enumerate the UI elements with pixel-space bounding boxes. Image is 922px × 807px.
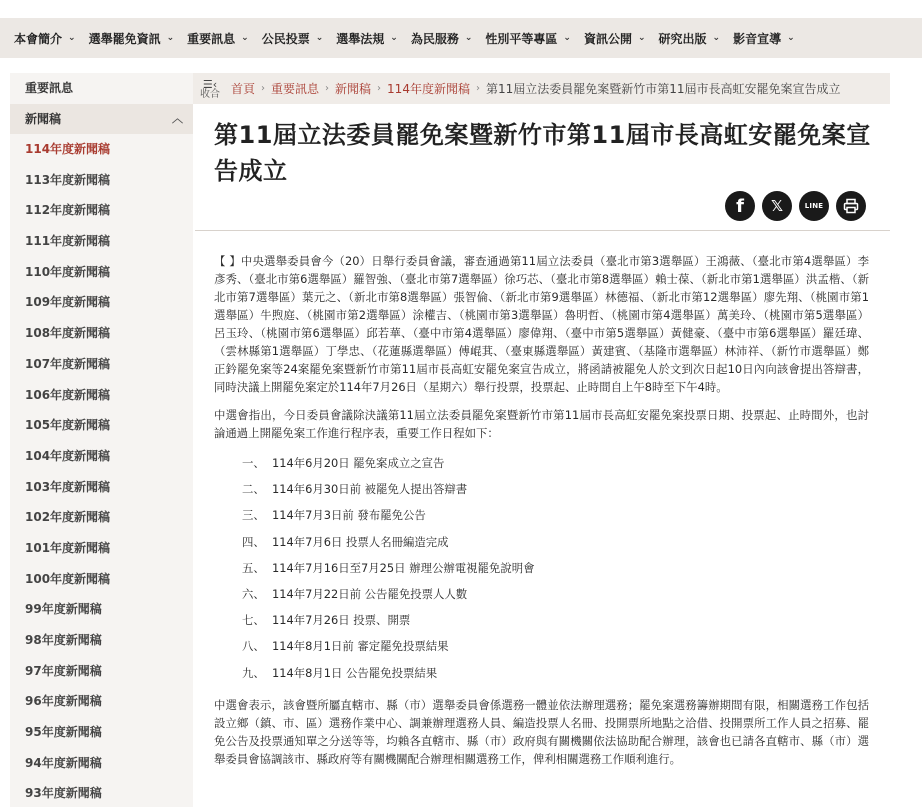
schedule-text: 114年7月26日 投票、開票 xyxy=(272,613,411,628)
nav-item[interactable] xyxy=(411,30,473,47)
breadcrumb-bar xyxy=(193,73,890,104)
sidebar-item[interactable]: 112年度新聞稿 xyxy=(25,203,111,218)
schedule-item xyxy=(214,555,869,581)
schedule-item xyxy=(214,529,869,555)
sidebar-item[interactable]: 111年度新聞稿 xyxy=(25,234,111,249)
sidebar-item[interactable]: 110年度新聞稿 xyxy=(25,264,111,279)
nav-item[interactable] xyxy=(659,30,721,47)
article-paragraph: 中選會指出，今日委員會議除決議第11屆立法委員罷免案暨新竹市第11屆市長高虹安罷免案投票日期、投票起、止時間外，也討論通過上開罷免案工作進行程序表，重要工作日程如下： xyxy=(214,408,869,440)
chevron-down-icon: ⌄ xyxy=(68,33,76,43)
schedule-text: 114年8月1日前 審定罷免投票結果 xyxy=(272,639,449,654)
sidebar-item[interactable]: 93年度新聞稿 xyxy=(25,786,102,801)
schedule-text: 114年8月1日 公告罷免投票結果 xyxy=(272,665,438,680)
sidebar-item[interactable]: 108年度新聞稿 xyxy=(25,326,111,341)
schedule-item xyxy=(214,502,869,528)
chevron-right-icon: › xyxy=(261,83,266,94)
sidebar-header[interactable]: 重要訊息 xyxy=(25,81,74,95)
nav-item[interactable] xyxy=(485,30,571,47)
print-button[interactable] xyxy=(836,191,866,221)
chevron-down-icon: ⌄ xyxy=(464,33,473,43)
schedule-item xyxy=(214,633,869,659)
nav-item[interactable] xyxy=(14,30,76,47)
x-share-button[interactable] xyxy=(762,191,792,221)
facebook-icon: f xyxy=(736,195,744,217)
line-icon: LINE xyxy=(804,202,824,210)
nav-item-label: 選舉罷免資訊 xyxy=(88,31,161,46)
schedule-item xyxy=(214,660,869,686)
nav-item[interactable] xyxy=(584,30,646,47)
collapse-button[interactable] xyxy=(193,78,227,100)
sidebar-item[interactable]: 95年度新聞稿 xyxy=(25,725,102,740)
sidebar xyxy=(10,73,193,807)
nav-item-label: 影音宣導 xyxy=(733,31,782,46)
sidebar-item[interactable]: 94年度新聞稿 xyxy=(25,755,102,770)
sidebar-item[interactable]: 105年度新聞稿 xyxy=(25,418,111,433)
page-title: 第11屆立法委員罷免案暨新竹市第11屆市長高虹安罷免案宣告成立 xyxy=(214,121,871,185)
nav-item[interactable] xyxy=(262,30,324,47)
schedule-list xyxy=(214,450,869,686)
schedule-text: 114年6月30日前 被罷免人提出答辯書 xyxy=(272,482,468,497)
chevron-up-icon[interactable]: ︿ xyxy=(172,112,183,125)
schedule-number: 六、 xyxy=(242,586,265,601)
nav-item[interactable] xyxy=(89,30,175,47)
chevron-down-icon: ⌄ xyxy=(241,33,249,43)
nav-item[interactable] xyxy=(336,30,398,47)
nav-item[interactable] xyxy=(187,30,249,47)
collapse-label: 收合 xyxy=(200,88,220,100)
breadcrumb xyxy=(231,80,841,97)
chevron-down-icon: ⌄ xyxy=(637,33,646,43)
printer-icon xyxy=(843,198,859,214)
breadcrumb-link[interactable]: 新聞稿 xyxy=(335,82,372,96)
sidebar-item[interactable]: 103年度新聞稿 xyxy=(25,479,111,494)
line-share-button[interactable] xyxy=(799,191,829,221)
schedule-number: 一、 xyxy=(242,456,265,470)
schedule-text: 114年7月16日至7月25日 辦理公辦電視罷免說明會 xyxy=(272,560,535,575)
schedule-item xyxy=(214,476,869,502)
nav-item-label: 選舉法規 xyxy=(336,31,385,46)
schedule-number: 七、 xyxy=(242,613,265,628)
schedule-item xyxy=(214,450,869,476)
nav-item-label: 資訊公開 xyxy=(583,31,632,46)
nav-item-label: 重要訊息 xyxy=(187,31,236,46)
schedule-number: 四、 xyxy=(242,534,265,549)
breadcrumb-link[interactable]: 首頁 xyxy=(231,82,256,96)
sidebar-item[interactable]: 97年度新聞稿 xyxy=(25,663,102,678)
chevron-right-icon: › xyxy=(377,83,382,94)
x-icon: 𝕏 xyxy=(770,197,784,215)
chevron-down-icon: ⌄ xyxy=(315,33,324,43)
facebook-share-button[interactable] xyxy=(725,191,755,221)
schedule-number: 三、 xyxy=(242,508,265,523)
collapse-icon: ☰‹ xyxy=(202,77,218,91)
sidebar-item[interactable]: 109年度新聞稿 xyxy=(25,295,111,310)
nav-item-label: 為民服務 xyxy=(410,31,459,46)
chevron-down-icon: ⌄ xyxy=(563,33,571,43)
nav-item-label: 公民投票 xyxy=(261,31,310,46)
article-paragraph: 【 】中央選舉委員會今（20）日舉行委員會議，審查通過第11屆立法委員（臺北市第3選舉區）王鴻薇、（臺北市第4選舉區）李彥秀、（臺北市第6選舉區）羅智強、（臺北市第7選舉區）徐巧芯、（臺北市第8選舉區）賴士葆、（新北市第1選舉區）洪孟楷、（新北市第7選舉區）葉元之、（新北市第8選舉區）張智倫、（新北市第9選舉區）林德福、（新北市第12選舉區）廖先翔、（桃園市第1選舉區）牛煦庭、（桃園市第2選舉區）涂權吉、（桃園市第3選舉區）魯明哲、（桃園市第4選舉區）萬美玲、（桃園市第5選舉區）呂玉玲、（桃園市第6選舉區）邱若華、（臺中市第4選舉區）廖偉翔、（臺中市第5選舉區）黃健豪、（臺中市第6選舉區）羅廷瑋、（雲林縣第1選舉區）丁學忠、（花蓮縣選舉區）傅崐萁、（臺東縣選舉區）黃建賓、（基隆市選舉區）林沛祥、（新竹市選舉區）鄭正鈐罷免案等24案罷免案暨新竹市第11屆市長高虹安罷免案宣告成立，將函請被罷免人於文到次日起10日內向該會提出答辯書，同時決議上開罷免案定於114年7月26日（星期六）舉行投票，投票起、止時間自上午8時至下午4時。 xyxy=(214,254,869,394)
schedule-text: 114年6月20日 罷免案成立之宣告 xyxy=(272,456,445,470)
breadcrumb-link[interactable]: 114年度新聞稿 xyxy=(387,82,470,96)
breadcrumb-link[interactable]: 重要訊息 xyxy=(271,82,320,96)
share-buttons xyxy=(725,191,873,221)
sidebar-item[interactable]: 114年度新聞稿 xyxy=(25,142,111,156)
schedule-item xyxy=(214,581,869,607)
schedule-number: 五、 xyxy=(242,560,265,575)
schedule-text: 114年7月22日前 公告罷免投票人人數 xyxy=(272,586,468,601)
sidebar-item[interactable]: 113年度新聞稿 xyxy=(25,172,111,187)
chevron-down-icon: ⌄ xyxy=(390,33,398,43)
article-paragraph: 中選會表示，該會暨所屬直轄市、縣（市）選舉委員會係選務一體並依法辦理選務；罷免案選務籌辦期間有限，相關選務工作包括設立鄉（鎮、市、區）選務作業中心、調兼辦理選務人員、編造投票人名冊、投開票所地點之洽借、投開票所工作人員之招募、罷免公告及投票通知單之分送等等，均賴各直轄市、縣（市）政府與有關機關依法協助配合辦理，該會也已請各直轄市、縣（市）選舉委員會協調該市、縣政府等有關機關配合辦理相關選務工作，俾利相關選務工作順利進行。 xyxy=(214,697,869,766)
chevron-right-icon: › xyxy=(475,83,480,94)
sidebar-item[interactable]: 102年度新聞稿 xyxy=(25,510,111,525)
chevron-down-icon: ⌄ xyxy=(712,33,721,43)
schedule-number: 九、 xyxy=(242,665,265,680)
divider xyxy=(195,230,890,231)
chevron-right-icon: › xyxy=(325,83,330,94)
sidebar-item[interactable]: 99年度新聞稿 xyxy=(25,602,102,617)
schedule-text: 114年7月6日 投票人名冊編造完成 xyxy=(272,534,449,549)
sidebar-item[interactable]: 96年度新聞稿 xyxy=(25,694,102,709)
sidebar-group-label: 新聞稿 xyxy=(25,112,62,126)
chevron-down-icon: ⌄ xyxy=(166,33,175,43)
schedule-text: 114年7月3日前 發布罷免公告 xyxy=(272,508,426,523)
sidebar-group-news[interactable] xyxy=(10,104,193,134)
sidebar-item[interactable]: 101年度新聞稿 xyxy=(25,540,111,555)
sidebar-item[interactable]: 107年度新聞稿 xyxy=(25,356,111,371)
nav-item-label: 研究出版 xyxy=(658,31,707,46)
sidebar-item[interactable]: 106年度新聞稿 xyxy=(25,387,111,402)
article-body xyxy=(214,252,869,778)
top-navigation xyxy=(0,18,922,58)
schedule-number: 二、 xyxy=(242,482,265,497)
sidebar-item[interactable]: 98年度新聞稿 xyxy=(25,633,102,647)
schedule-item xyxy=(214,607,869,633)
sidebar-list xyxy=(10,134,193,807)
breadcrumb-current: 第11屆立法委員罷免案暨新竹市第11屆市長高虹安罷免案宣告成立 xyxy=(485,82,841,96)
chevron-down-icon: ⌄ xyxy=(787,33,795,43)
nav-item-label: 本會簡介 xyxy=(14,31,63,46)
nav-item-label: 性別平等專區 xyxy=(485,31,558,46)
sidebar-item[interactable]: 104年度新聞稿 xyxy=(25,448,111,463)
nav-item[interactable] xyxy=(733,30,795,47)
schedule-number: 八、 xyxy=(242,639,265,654)
sidebar-item[interactable]: 100年度新聞稿 xyxy=(25,571,111,586)
